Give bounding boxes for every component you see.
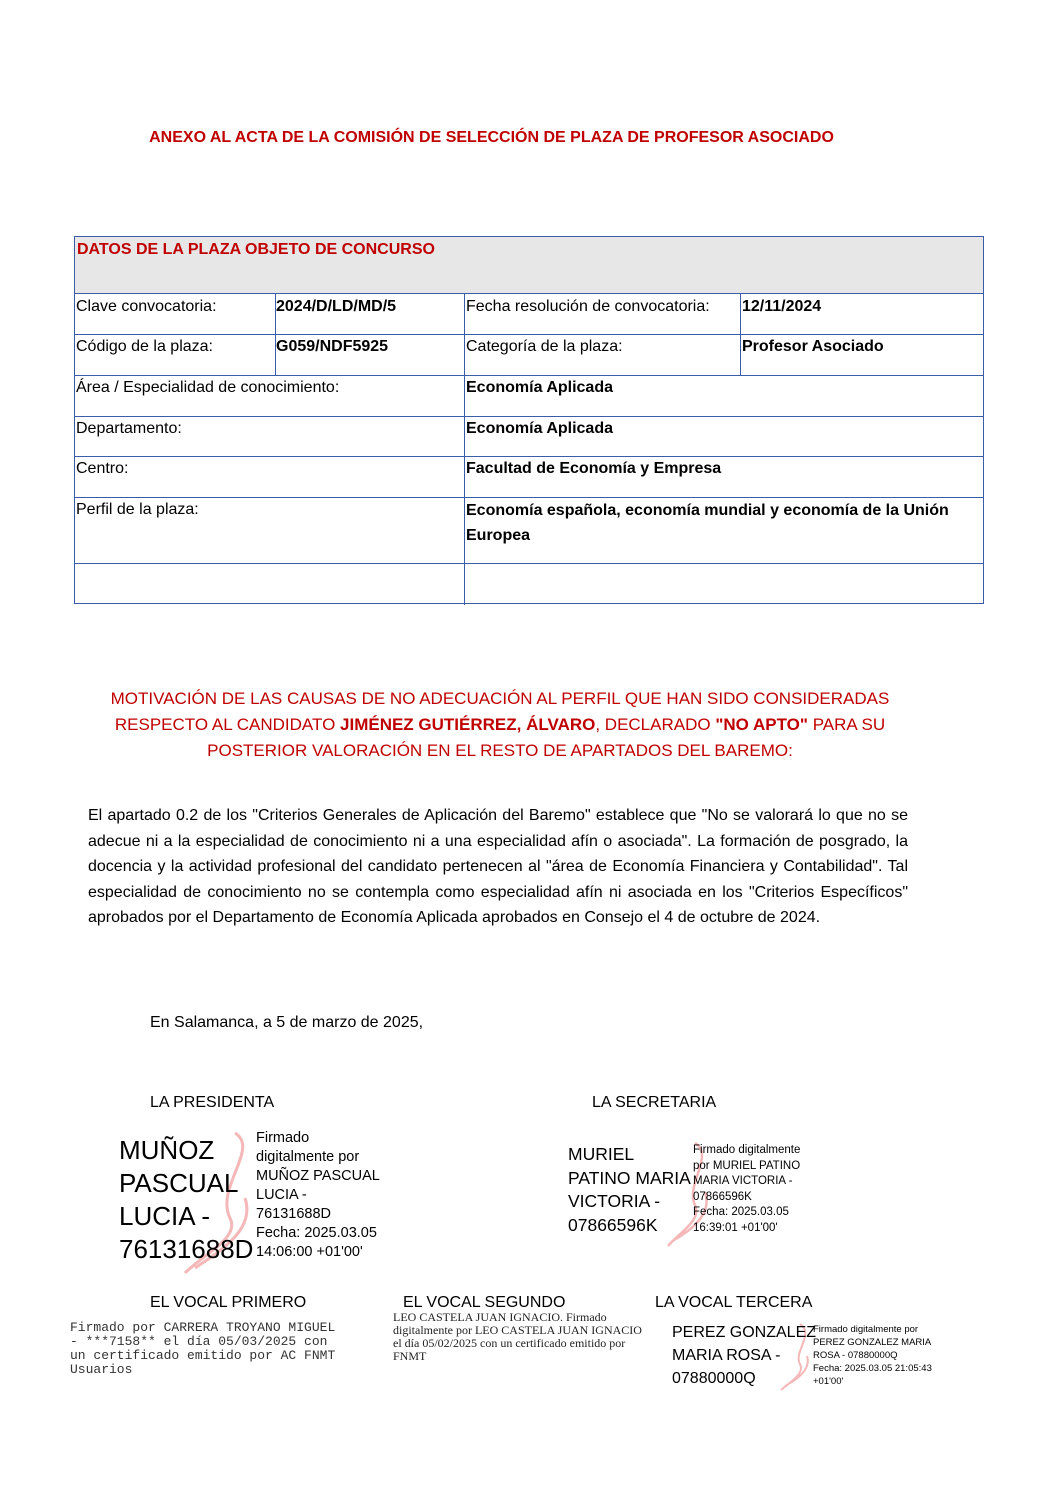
candidate-name: JIMÉNEZ GUTIÉRREZ, ÁLVARO <box>340 715 596 734</box>
codigo-label: Código de la plaza: <box>76 338 213 355</box>
fecha-label: Fecha resolución de convocatoria: <box>466 298 710 315</box>
codigo-value: G059/NDF5925 <box>276 338 389 355</box>
categoria-value: Profesor Asociado <box>742 338 884 355</box>
secretaria-name: MURIEL PATINO MARIA VICTORIA - 07866596K <box>568 1144 691 1235</box>
verdict: "NO APTO" <box>715 715 808 734</box>
plaza-data-table <box>74 236 984 604</box>
vocal-primero-signature-details: Firmado por CARRERA TROYANO MIGUEL - ***7158** el día 05/03/2025 con un certificado emitido por AC FNMT Usuarios <box>70 1320 336 1377</box>
secretaria-signature-details: Firmado digitalmente por MURIEL PATINO MARIA VICTORIA - 07866596K Fecha: 2025.03.05 16:39:01 +01'00' <box>693 1144 801 1234</box>
vocal-tercera-signature-details: Firmado digitalmente por PEREZ GONZALEZ MARIA ROSA - 07880000Q Fecha: 2025.03.05 21:05:43 +01'00' <box>813 1324 932 1387</box>
motivation-text-1: MOTIVACIÓN DE LAS CAUSAS DE NO ADECUACIÓN AL PERFIL QUE HAN SIDO CONSIDERADAS RESPECTO AL CANDIDATO <box>110 689 890 734</box>
motivation-text-2: , DECLARADO <box>595 715 716 734</box>
table-header-title: DATOS DE LA PLAZA OBJETO DE CONCURSO <box>77 241 435 258</box>
vocal-tercera-name: PEREZ GONZALEZ MARIA ROSA - 07880000Q <box>672 1324 817 1387</box>
table-header <box>75 237 983 293</box>
perfil-value: Economía española, economía mundial y economía de la Unión Europea <box>466 502 949 544</box>
clave-value: 2024/D/LD/MD/5 <box>276 298 397 315</box>
presidenta-signature-details: Firmado digitalmente por MUÑOZ PASCUAL LUCIA - 76131688D Fecha: 2025.03.05 14:06:00 +01'00' <box>256 1130 380 1260</box>
vocal-tercera-role: LA VOCAL TERCERA <box>655 1294 813 1311</box>
centro-label: Centro: <box>76 460 129 477</box>
categoria-label: Categoría de la plaza: <box>466 338 623 355</box>
presidenta-role: LA PRESIDENTA <box>150 1094 275 1111</box>
body-paragraph: El apartado 0.2 de los "Criterios Generales de Aplicación del Baremo" establece que "No se valorará lo que no se adecue ni a la especialidad de conocimiento ni a una especialidad afín o asociada". La formación de posgrado, la docencia y la actividad profesional del candidato pertenecen al "área de Economía Financiera y Contabilidad". Tal especialidad de conocimiento no se contempla como especialidad afín ni asociada en los "Criterios Específicos" aprobados por el Departamento de Economía Aplicada aprobados en Consejo el 4 de octubre de 2024. <box>88 807 908 926</box>
motivation-heading <box>90 686 910 764</box>
clave-label: Clave convocatoria: <box>76 298 217 315</box>
centro-value: Facultad de Economía y Empresa <box>466 460 722 477</box>
departamento-label: Departamento: <box>76 420 182 437</box>
area-label: Área / Especialidad de conocimiento: <box>76 379 340 396</box>
fecha-value: 12/11/2024 <box>742 298 822 315</box>
area-value: Economía Aplicada <box>466 379 613 396</box>
presidenta-name: MUÑOZ PASCUAL LUCIA - 76131688D <box>119 1135 254 1264</box>
document-title: ANEXO AL ACTA DE LA COMISIÓN DE SELECCIÓN DE PLAZA DE PROFESOR ASOCIADO <box>149 129 834 146</box>
departamento-value: Economía Aplicada <box>466 420 613 437</box>
place-date: En Salamanca, a 5 de marzo de 2025, <box>150 1014 424 1031</box>
secretaria-role: LA SECRETARIA <box>592 1094 717 1111</box>
vocal-segundo-role: EL VOCAL SEGUNDO <box>403 1294 566 1311</box>
perfil-label: Perfil de la plaza: <box>76 501 199 518</box>
vocal-primero-role: EL VOCAL PRIMERO <box>150 1294 307 1311</box>
motivation-text-3: PARA SU POSTERIOR VALORACIÓN EN EL RESTO DE APARTADOS DEL BAREMO: <box>207 715 886 760</box>
vocal-segundo-signature-details: LEO CASTELA JUAN IGNACIO. Firmado digitalmente por LEO CASTELA JUAN IGNACIO el día 05/02/2025 con un certificado emitido por FNMT <box>393 1310 642 1363</box>
